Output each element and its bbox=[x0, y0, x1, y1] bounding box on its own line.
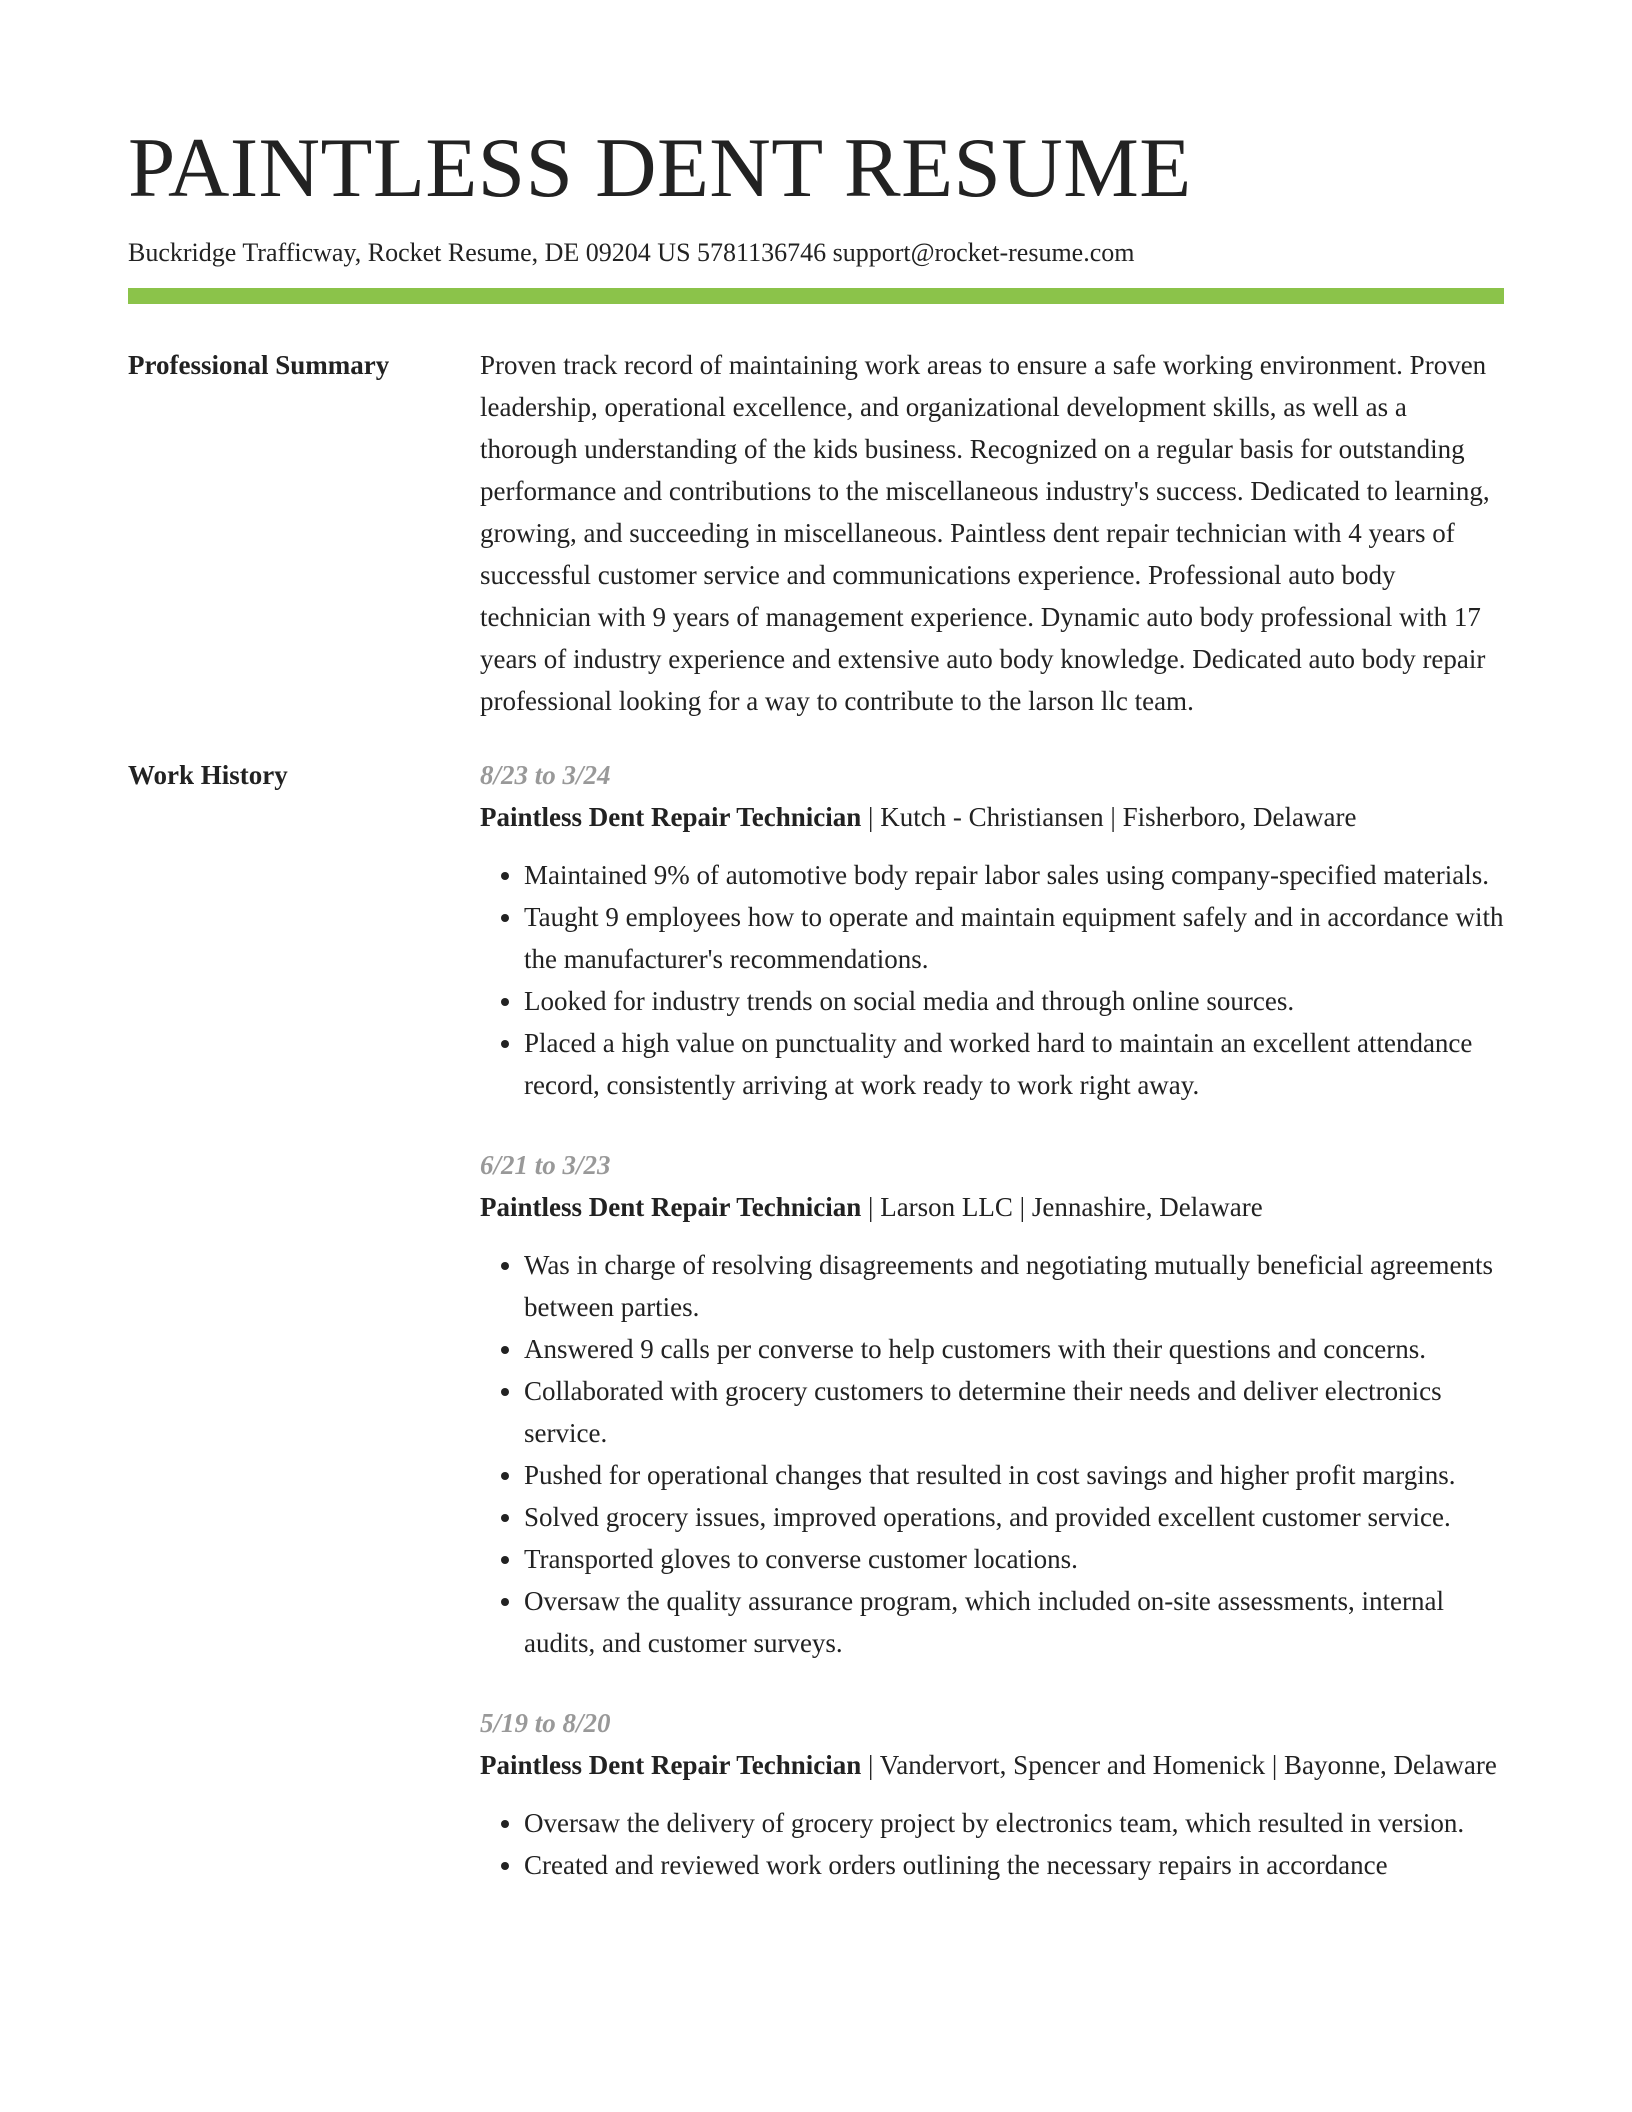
contact-line: Buckridge Trafficway, Rocket Resume, DE 09204 US 5781136746 support@rocket-resume.com bbox=[128, 238, 1135, 267]
job-bullet: • Oversaw the delivery of grocery project by electronics team, which resulted in version. bbox=[524, 1802, 1504, 1844]
work-history-label: Work History bbox=[128, 760, 288, 790]
job-heading bbox=[480, 796, 1504, 838]
job-bullet: • Answered 9 calls per converse to help customers with their questions and concerns. bbox=[524, 1328, 1504, 1370]
job-bullet: • Maintained 9% of automotive body repair labor sales using company-specified materials. bbox=[524, 854, 1504, 896]
summary-body bbox=[480, 344, 1504, 722]
job-bullet: • Collaborated with grocery customers to determine their needs and deliver electronics service. bbox=[524, 1370, 1504, 1454]
job-bullet: • Was in charge of resolving disagreements and negotiating mutually beneficial agreements between parties. bbox=[524, 1244, 1504, 1328]
job-heading bbox=[480, 1744, 1504, 1786]
job-entry bbox=[480, 1144, 1504, 1664]
job-bullet: • Pushed for operational changes that resulted in cost savings and higher profit margins. bbox=[524, 1454, 1504, 1496]
job-heading bbox=[480, 1186, 1504, 1228]
job-title: Paintless Dent Repair Technician bbox=[480, 1750, 862, 1780]
summary-label: Professional Summary bbox=[128, 350, 390, 380]
job-details: | Larson LLC | Jennashire, Delaware bbox=[861, 1192, 1263, 1222]
job-dates: 5/19 to 8/20 bbox=[480, 1708, 611, 1738]
job-bullet: • Solved grocery issues, improved operations, and provided excellent customer service. bbox=[524, 1496, 1504, 1538]
header-divider bbox=[128, 288, 1504, 304]
resume-name: PAINTLESS DENT RESUME bbox=[128, 121, 1192, 215]
job-details: | Kutch - Christiansen | Fisherboro, Delaware bbox=[861, 802, 1357, 832]
job-bullet: • Oversaw the quality assurance program, which included on-site assessments, internal audits, and customer surveys. bbox=[524, 1580, 1504, 1664]
job-title: Paintless Dent Repair Technician bbox=[480, 802, 862, 832]
job-entry bbox=[480, 1702, 1504, 1886]
job-bullet: • Looked for industry trends on social media and through online sources. bbox=[524, 980, 1504, 1022]
job-bullets bbox=[480, 1802, 1504, 1886]
job-bullet: • Created and reviewed work orders outlining the necessary repairs in accordance bbox=[524, 1844, 1504, 1886]
summary-section bbox=[128, 344, 1504, 722]
job-title: Paintless Dent Repair Technician bbox=[480, 1192, 862, 1222]
job-entry bbox=[480, 754, 1504, 1106]
job-bullet: • Transported gloves to converse customer locations. bbox=[524, 1538, 1504, 1580]
job-bullets bbox=[480, 854, 1504, 1106]
work-history-section bbox=[128, 754, 1504, 1924]
job-dates: 6/21 to 3/23 bbox=[480, 1150, 611, 1180]
job-bullet: • Taught 9 employees how to operate and maintain equipment safely and in accordance with the manufacturer's recommendations. bbox=[524, 896, 1504, 980]
work-history-body bbox=[480, 754, 1504, 1924]
job-dates: 8/23 to 3/24 bbox=[480, 760, 611, 790]
job-bullet: • Placed a high value on punctuality and worked hard to maintain an excellent attendance record, consistently arriving at work ready to work right away. bbox=[524, 1022, 1504, 1106]
summary-text: Proven track record of maintaining work areas to ensure a safe working environment. Proven leadership, operational excellence, and organizational development skills, as well as a thorough understanding of the kids business. Recognized on a regular basis for outstanding performance and contributions to the miscellaneous industry's success. Dedicated to learning, growing, and succeeding in miscellaneous. Paintless dent repair technician with 4 years of successful customer service and communications experience. Professional auto body technician with 9 years of management experience. Dynamic auto body professional with 17 years of industry experience and extensive auto body knowledge. Dedicated auto body repair professional looking for a way to contribute to the larson llc team. bbox=[480, 350, 1490, 716]
job-details: | Vandervort, Spencer and Homenick | Bayonne, Delaware bbox=[861, 1750, 1497, 1780]
job-bullets bbox=[480, 1244, 1504, 1664]
resume-page bbox=[128, 0, 1504, 1924]
